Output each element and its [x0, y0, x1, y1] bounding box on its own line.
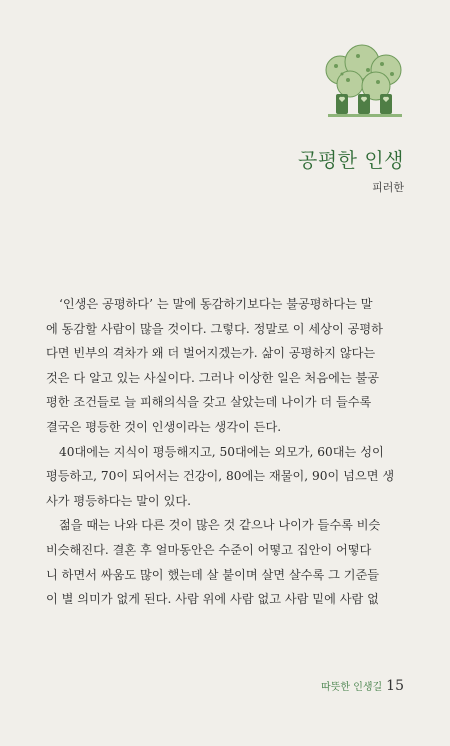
body-line: 다면 빈부의 격차가 왜 더 벌어지겠는가. 삶이 공평하지 않다는 — [46, 346, 376, 361]
book-title: 따뜻한 인생길 — [321, 682, 383, 693]
body-line: 에 동감할 사람이 많을 것이다. 그렇다. 정말로 이 세상이 공평하 — [46, 321, 383, 336]
essay-title: 공평한 인생 — [298, 148, 404, 172]
body-line: 사가 평등하다는 말이 있다. — [46, 493, 192, 508]
body-line: 비슷해진다. 결혼 후 얼마동안은 수준이 어떻고 집안이 어떻다 — [46, 542, 372, 557]
body-line: 것은 다 알고 있는 사실이다. 그러나 이상한 일은 처음에는 불공 — [46, 370, 380, 385]
body-line: 젊을 때는 나와 다른 것이 많은 것 같으나 나이가 들수록 비슷 — [59, 518, 381, 533]
body-line: 평한 조건들로 늘 피해의식을 갖고 살았는데 나이가 더 들수록 — [46, 395, 372, 410]
body-line: 40대에는 지식이 평등해지고, 50대에는 외모가, 60대는 성이 — [59, 444, 384, 459]
body-line: 결국은 평등한 것이 인생이라는 생각이 든다. — [46, 419, 282, 434]
page-number: 15 — [386, 678, 404, 694]
body-line: 니 하면서 싸움도 많이 했는데 살 붙이며 살면 살수록 그 기준들 — [46, 567, 380, 582]
tree-illustration — [320, 40, 410, 122]
author-name: 피러한 — [372, 181, 404, 194]
page-footer — [321, 678, 404, 694]
essay-body — [46, 292, 402, 612]
body-line: 이 별 의미가 없게 된다. 사람 위에 사람 없고 사람 밑에 사람 없 — [46, 592, 379, 607]
body-line: 평등하고, 70이 되어서는 건강이, 80에는 재물이, 90이 넘으면 생 — [46, 469, 395, 484]
body-line: ‘인생은 공평하다’ 는 말에 동감하기보다는 불공평하다는 말 — [59, 297, 373, 311]
